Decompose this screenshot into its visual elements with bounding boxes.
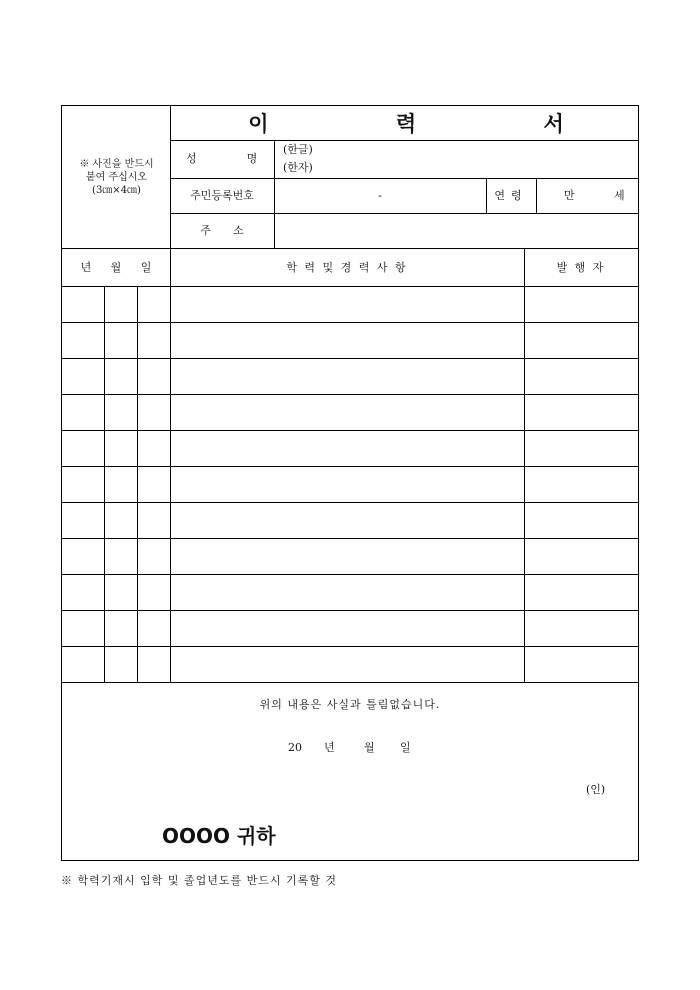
table-row	[62, 574, 638, 610]
year-cell[interactable]	[62, 395, 105, 430]
header-date: 년 월 일	[80, 261, 160, 274]
declaration-area	[62, 682, 638, 860]
photo-note-line2: 붙여 주십시오	[85, 171, 148, 183]
header-history: 학 력 및 경 력 사 항	[286, 261, 408, 274]
address-label: 주소	[200, 224, 266, 237]
month-cell[interactable]	[105, 359, 138, 394]
header-issuer: 발 행 자	[556, 261, 606, 274]
page-title: 이 력 서	[248, 112, 624, 136]
photo-placeholder	[62, 106, 171, 248]
day-cell[interactable]	[138, 611, 170, 646]
history-cell[interactable]	[170, 503, 524, 538]
year-cell[interactable]	[62, 431, 105, 466]
year-cell[interactable]	[62, 323, 105, 358]
day-cell[interactable]	[138, 467, 170, 502]
day-cell[interactable]	[138, 647, 170, 682]
month-cell[interactable]	[105, 647, 138, 682]
issuer-cell[interactable]	[524, 575, 638, 610]
issuer-cell[interactable]	[524, 323, 638, 358]
day-cell[interactable]	[138, 395, 170, 430]
year-cell[interactable]	[62, 575, 105, 610]
photo-note-line3: (3㎝×4㎝)	[92, 184, 141, 196]
address-field[interactable]	[276, 215, 636, 246]
table-row	[62, 466, 638, 502]
history-cell[interactable]	[170, 467, 524, 502]
day-cell[interactable]	[138, 287, 170, 322]
footnote: ※ 학력기재시 입학 및 졸업년도를 반드시 기록할 것	[61, 874, 337, 887]
history-cell[interactable]	[170, 431, 524, 466]
month-cell[interactable]	[105, 467, 138, 502]
history-cell[interactable]	[170, 323, 524, 358]
day-cell[interactable]	[138, 323, 170, 358]
age-suffix: 세	[614, 189, 625, 202]
issuer-cell[interactable]	[524, 503, 638, 538]
table-row	[62, 286, 638, 322]
name-field[interactable]	[322, 142, 636, 176]
name-divider	[170, 178, 638, 179]
year-cell[interactable]	[62, 539, 105, 574]
month-cell[interactable]	[105, 287, 138, 322]
recipient: OOOO 귀하	[162, 824, 276, 848]
age-label: 연령	[494, 189, 528, 202]
month-cell[interactable]	[105, 503, 138, 538]
date-day-label: 일	[400, 741, 411, 754]
year-cell[interactable]	[62, 359, 105, 394]
history-cell[interactable]	[170, 575, 524, 610]
issuer-cell[interactable]	[524, 431, 638, 466]
date-year-prefix: 20	[288, 741, 302, 754]
rrn-field[interactable]: -	[378, 189, 382, 202]
photo-note-line1: ※ 사진을 반드시	[79, 158, 154, 170]
title-divider	[170, 140, 638, 141]
issuer-cell[interactable]	[524, 395, 638, 430]
table-row	[62, 394, 638, 430]
day-cell[interactable]	[138, 575, 170, 610]
table-row	[62, 358, 638, 394]
year-cell[interactable]	[62, 503, 105, 538]
date-month-label: 월	[364, 741, 375, 754]
day-cell[interactable]	[138, 539, 170, 574]
month-cell[interactable]	[105, 323, 138, 358]
name-label: 성명	[186, 152, 308, 165]
rrn-divider	[170, 213, 638, 214]
history-cell[interactable]	[170, 611, 524, 646]
month-cell[interactable]	[105, 539, 138, 574]
day-cell[interactable]	[138, 431, 170, 466]
issuer-cell[interactable]	[524, 647, 638, 682]
seal-mark: (인)	[586, 783, 606, 796]
age-prefix: 만	[564, 189, 575, 202]
month-cell[interactable]	[105, 395, 138, 430]
day-cell[interactable]	[138, 503, 170, 538]
issuer-cell[interactable]	[524, 539, 638, 574]
age-value-divider	[536, 178, 537, 213]
issuer-cell[interactable]	[524, 359, 638, 394]
table-row	[62, 322, 638, 358]
year-cell[interactable]	[62, 611, 105, 646]
month-cell[interactable]	[105, 611, 138, 646]
issuer-cell[interactable]	[524, 467, 638, 502]
history-cell[interactable]	[170, 395, 524, 430]
day-cell[interactable]	[138, 359, 170, 394]
history-rows	[62, 286, 638, 682]
issuer-cell[interactable]	[524, 287, 638, 322]
history-cell[interactable]	[170, 539, 524, 574]
table-row	[62, 646, 638, 682]
year-cell[interactable]	[62, 287, 105, 322]
month-cell[interactable]	[105, 575, 138, 610]
history-cell[interactable]	[170, 647, 524, 682]
name-hanja-label: (한자)	[283, 161, 313, 174]
year-cell[interactable]	[62, 647, 105, 682]
history-cell[interactable]	[170, 287, 524, 322]
table-row	[62, 502, 638, 538]
rrn-label: 주민등록번호	[190, 189, 254, 202]
year-cell[interactable]	[62, 467, 105, 502]
history-cell[interactable]	[170, 359, 524, 394]
date-year-label: 년	[324, 741, 335, 754]
table-top-line	[62, 248, 638, 249]
issuer-cell[interactable]	[524, 611, 638, 646]
resume-form	[61, 105, 639, 861]
name-hangul-label: (한글)	[283, 143, 313, 156]
month-cell[interactable]	[105, 431, 138, 466]
declaration-statement: 위의 내용은 사실과 틀림없습니다.	[259, 698, 441, 711]
table-row	[62, 538, 638, 574]
table-row	[62, 610, 638, 646]
table-row	[62, 430, 638, 466]
